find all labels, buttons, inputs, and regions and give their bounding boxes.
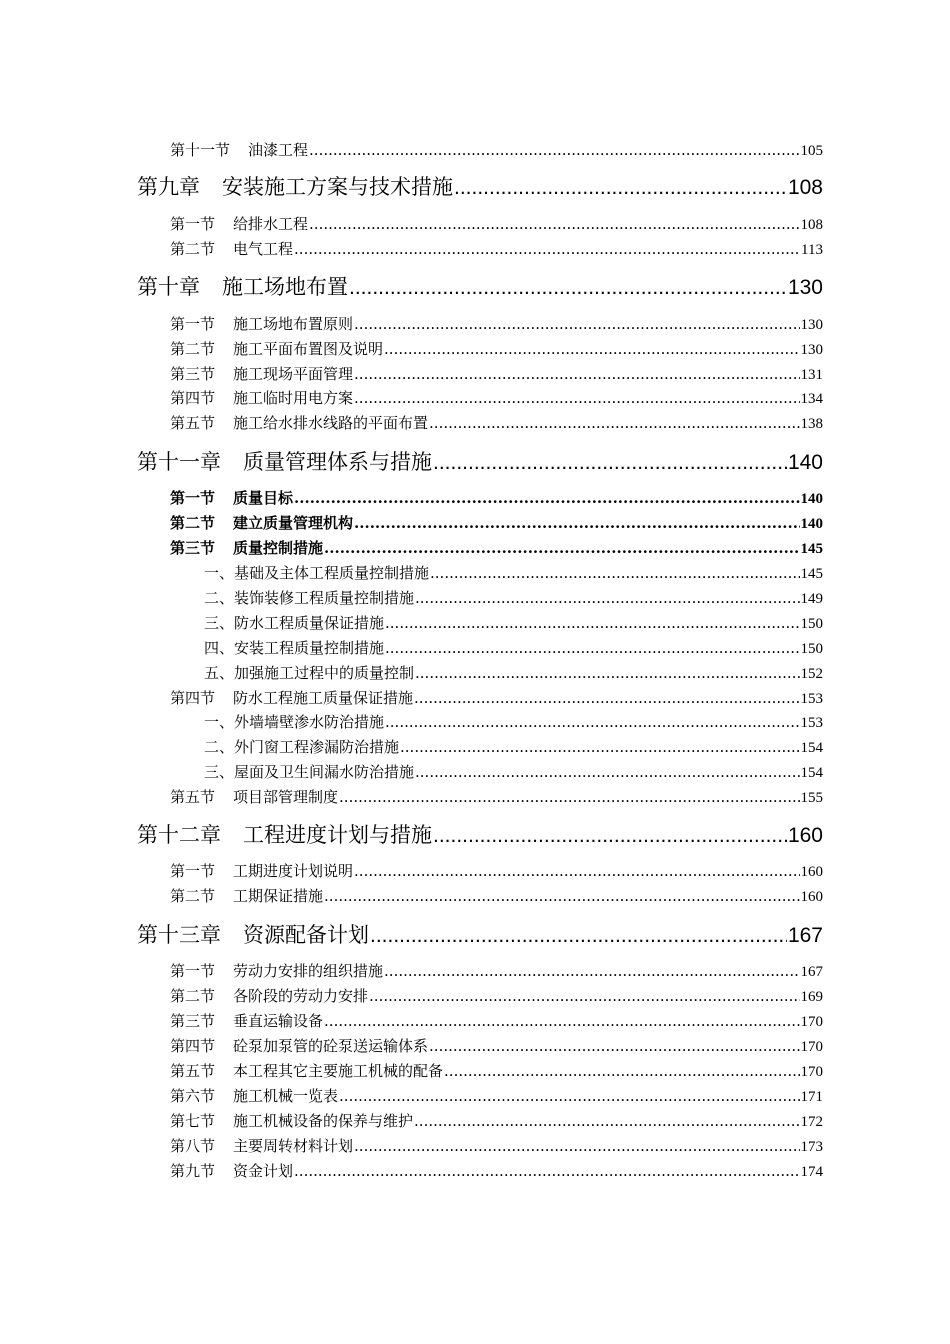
toc-entry-title: 资金计划: [233, 1162, 294, 1180]
toc-entry-number: 第十章: [137, 275, 200, 299]
toc-entry-title: 质量目标: [233, 489, 294, 507]
dot-leader: [309, 140, 799, 160]
toc-subsection-entry[interactable]: [204, 638, 823, 658]
toc-entry-title: 电气工程: [233, 240, 294, 258]
toc-entry-title: 给排水工程: [233, 215, 309, 233]
toc-entry-title: 防水工程施工质量保证措施: [233, 689, 414, 707]
toc-entry-title: 各阶段的劳动力安排: [233, 987, 369, 1005]
toc-entry-number: 第三节: [170, 539, 216, 557]
toc-entry-number: 第二节: [170, 887, 216, 905]
dot-leader: [354, 388, 799, 408]
toc-page-number: 152: [800, 666, 823, 682]
toc-entry-number: 第一节: [170, 315, 216, 333]
toc-section-entry[interactable]: [170, 314, 823, 334]
toc-page-number: 174: [800, 1164, 823, 1180]
toc-page-number: 170: [800, 1039, 823, 1055]
toc-page-number: 140: [787, 451, 823, 474]
toc-entry-number: 第二节: [170, 987, 216, 1005]
toc-page-number: 130: [800, 317, 823, 333]
dot-leader: [324, 538, 799, 558]
toc-section-entry[interactable]: [170, 214, 823, 234]
toc-section-entry[interactable]: [170, 986, 823, 1006]
toc-entry-title: 项目部管理制度: [233, 788, 339, 806]
toc-section-entry[interactable]: [170, 1011, 823, 1031]
toc-subsection-entry[interactable]: [204, 737, 823, 757]
dot-leader: [354, 513, 799, 533]
dot-leader: [324, 886, 799, 906]
dot-leader: [433, 447, 787, 478]
dot-leader: [294, 239, 800, 259]
dot-leader: [430, 563, 799, 583]
toc-page-number: 140: [800, 491, 823, 507]
toc-entry-number: 第四节: [170, 389, 216, 407]
toc-entry-number: 第五节: [170, 414, 216, 432]
toc-entry-number: 第十二章: [137, 823, 221, 847]
dot-leader: [354, 861, 799, 881]
toc-entry-number: 第九节: [170, 1162, 216, 1180]
toc-entry-number: 第二节: [170, 240, 216, 258]
toc-entry-number: 第三节: [170, 365, 216, 383]
toc-page-number: 160: [787, 824, 823, 847]
toc-entry-number: 第八节: [170, 1137, 216, 1155]
toc-section-entry[interactable]: [170, 364, 823, 384]
toc-entry-title: 三、防水工程质量保证措施: [204, 614, 385, 632]
toc-entry-number: 第六节: [170, 1087, 216, 1105]
dot-leader: [384, 961, 799, 981]
dot-leader: [414, 688, 799, 708]
toc-entry-title: 工期保证措施: [233, 887, 324, 905]
toc-page-number: 154: [800, 740, 823, 756]
dot-leader: [354, 1136, 799, 1156]
toc-entry-number: 第二节: [170, 340, 216, 358]
toc-entry-title: 施工给水排水线路的平面布置: [233, 414, 429, 432]
toc-entry-number: 第七节: [170, 1112, 216, 1130]
toc-page-number: 149: [800, 591, 823, 607]
toc-page-number: 131: [800, 367, 823, 383]
toc-page-number: 170: [800, 1014, 823, 1030]
toc-page-number: 173: [800, 1139, 823, 1155]
toc-section-entry[interactable]: [170, 538, 823, 558]
toc-page-number: 134: [800, 391, 823, 407]
toc-page-number: 108: [787, 176, 823, 199]
dot-leader: [415, 663, 799, 683]
toc-chapter-entry[interactable]: [137, 272, 823, 302]
toc-page-number: 105: [800, 143, 823, 159]
toc-page-number: 153: [800, 715, 823, 731]
toc-section-entry[interactable]: [170, 239, 823, 259]
dot-leader: [444, 1061, 799, 1081]
toc-section-entry[interactable]: [170, 961, 823, 981]
toc-section-entry[interactable]: [170, 787, 823, 807]
toc-section-entry[interactable]: [170, 861, 823, 881]
toc-page-number: 108: [800, 217, 823, 233]
toc-entry-number: 第四节: [170, 1037, 216, 1055]
dot-leader: [309, 214, 799, 234]
toc-page-number: 145: [800, 541, 823, 557]
toc-section-entry[interactable]: [170, 413, 823, 433]
toc-entry-number: 第一节: [170, 489, 216, 507]
toc-entry-title: 施工现场平面管理: [233, 365, 354, 383]
toc-section-entry[interactable]: [170, 886, 823, 906]
toc-subsection-entry[interactable]: [204, 563, 823, 583]
dot-leader: [385, 712, 799, 732]
dot-leader: [384, 339, 799, 359]
toc-entry-title: 建立质量管理机构: [233, 514, 354, 532]
dot-leader: [385, 638, 799, 658]
toc-entry-title: 安装施工方案与技术措施: [222, 175, 453, 199]
toc-entry-title: 施工机械一览表: [233, 1087, 339, 1105]
dot-leader: [429, 413, 799, 433]
toc-subsection-entry[interactable]: [204, 588, 823, 608]
toc-entry-title: 垂直运输设备: [233, 1012, 324, 1030]
toc-subsection-entry[interactable]: [204, 762, 823, 782]
toc-entry-number: 第三节: [170, 1012, 216, 1030]
toc-section-entry[interactable]: [170, 388, 823, 408]
toc-page-number: 170: [800, 1064, 823, 1080]
toc-entry-title: 一、外墙墙壁渗水防治措施: [204, 713, 385, 731]
toc-chapter-entry[interactable]: [137, 447, 823, 477]
toc-page-number: 145: [800, 566, 823, 582]
toc-entry-number: 第一节: [170, 215, 216, 233]
toc-entry-title: 施工场地布置原则: [233, 315, 354, 333]
toc-subsection-entry[interactable]: [204, 613, 823, 633]
dot-leader: [454, 172, 787, 203]
dot-leader: [415, 588, 799, 608]
toc-section-entry[interactable]: [170, 1111, 823, 1131]
toc-entry-number: 第二节: [170, 514, 216, 532]
toc-page-number: 130: [787, 276, 823, 299]
toc-page-number: 167: [787, 924, 823, 947]
dot-leader: [339, 1086, 799, 1106]
dot-leader: [414, 1111, 799, 1131]
toc-subsection-entry[interactable]: [204, 712, 823, 732]
toc-entry-number: 第五节: [170, 1062, 216, 1080]
toc-section-entry[interactable]: [170, 1086, 823, 1106]
toc-section-entry[interactable]: [170, 1161, 823, 1181]
toc-entry-number: 第四节: [170, 689, 216, 707]
toc-section-entry[interactable]: [170, 1136, 823, 1156]
toc-entry-title: 本工程其它主要施工机械的配备: [233, 1062, 444, 1080]
toc-section-entry[interactable]: [170, 513, 823, 533]
dot-leader: [354, 364, 799, 384]
toc-section-entry[interactable]: [170, 1061, 823, 1081]
toc-entry-number: 第十三章: [137, 923, 221, 947]
dot-leader: [370, 920, 787, 951]
toc-entry-title: 施工场地布置: [222, 275, 348, 299]
toc-entry-number: 第十一章: [137, 450, 221, 474]
toc-entry-title: 工程进度计划与措施: [243, 823, 432, 847]
toc-entry-number: 第一节: [170, 862, 216, 880]
toc-page-number: 113: [801, 242, 823, 258]
toc-entry-title: 施工机械设备的保养与维护: [233, 1112, 414, 1130]
toc-entry-title: 资源配备计划: [243, 923, 369, 947]
toc-entry-title: 四、安装工程质量控制措施: [204, 639, 385, 657]
toc-entry-title: 一、基础及主体工程质量控制措施: [204, 564, 430, 582]
toc-entry-title: 二、装饰装修工程质量控制措施: [204, 589, 415, 607]
toc-subsection-entry[interactable]: [204, 663, 823, 683]
toc-entry-title: 二、外门窗工程渗漏防治措施: [204, 738, 400, 756]
toc-entry-title: 施工临时用电方案: [233, 389, 354, 407]
toc-entry-number: 第一节: [170, 962, 216, 980]
dot-leader: [400, 737, 799, 757]
toc-page-number: 167: [800, 964, 823, 980]
toc-chapter-entry[interactable]: [137, 920, 823, 950]
toc-entry-number: 第五节: [170, 788, 216, 806]
toc-page-number: 171: [800, 1089, 823, 1105]
toc-entry-title: 质量控制措施: [233, 539, 324, 557]
toc-entry-title: 砼泵加泵管的砼泵送运输体系: [233, 1037, 429, 1055]
toc-entry-number: 第十一节: [170, 141, 231, 159]
toc-page-number: 140: [800, 516, 823, 532]
toc-section-entry[interactable]: [170, 488, 823, 508]
toc-page-number: 130: [800, 342, 823, 358]
toc-entry-title: 油漆工程: [248, 141, 309, 159]
toc-page-number: 172: [800, 1114, 823, 1130]
toc-page-number: 160: [800, 889, 823, 905]
toc-chapter-entry[interactable]: [137, 172, 823, 202]
toc-page-number: 155: [800, 790, 823, 806]
toc-page-number: 169: [800, 989, 823, 1005]
toc-entry-number: 第九章: [137, 175, 200, 199]
toc-section-entry[interactable]: [170, 140, 823, 160]
dot-leader: [433, 820, 787, 851]
toc-entry-title: 工期进度计划说明: [233, 862, 354, 880]
toc-page-number: 160: [800, 864, 823, 880]
dot-leader: [339, 787, 799, 807]
toc-entry-title: 三、屋面及卫生间漏水防治措施: [204, 763, 415, 781]
toc-section-entry[interactable]: [170, 339, 823, 359]
toc-page-number: 153: [800, 691, 823, 707]
toc-chapter-entry[interactable]: [137, 820, 823, 850]
toc-entry-title: 施工平面布置图及说明: [233, 340, 384, 358]
dot-leader: [354, 314, 799, 334]
dot-leader: [294, 488, 799, 508]
dot-leader: [369, 986, 799, 1006]
toc-page-number: 138: [800, 416, 823, 432]
toc-page-number: 150: [800, 616, 823, 632]
toc-section-entry[interactable]: [170, 688, 823, 708]
toc-page-number: 150: [800, 641, 823, 657]
toc-entry-title: 质量管理体系与措施: [243, 450, 432, 474]
toc-section-entry[interactable]: [170, 1036, 823, 1056]
dot-leader: [415, 762, 799, 782]
toc-entry-title: 劳动力安排的组织措施: [233, 962, 384, 980]
dot-leader: [429, 1036, 799, 1056]
toc-entry-title: 五、加强施工过程中的质量控制: [204, 664, 415, 682]
dot-leader: [349, 272, 787, 303]
toc-page-number: 154: [800, 765, 823, 781]
dot-leader: [385, 613, 799, 633]
toc-entry-title: 主要周转材料计划: [233, 1137, 354, 1155]
dot-leader: [324, 1011, 799, 1031]
dot-leader: [294, 1161, 799, 1181]
